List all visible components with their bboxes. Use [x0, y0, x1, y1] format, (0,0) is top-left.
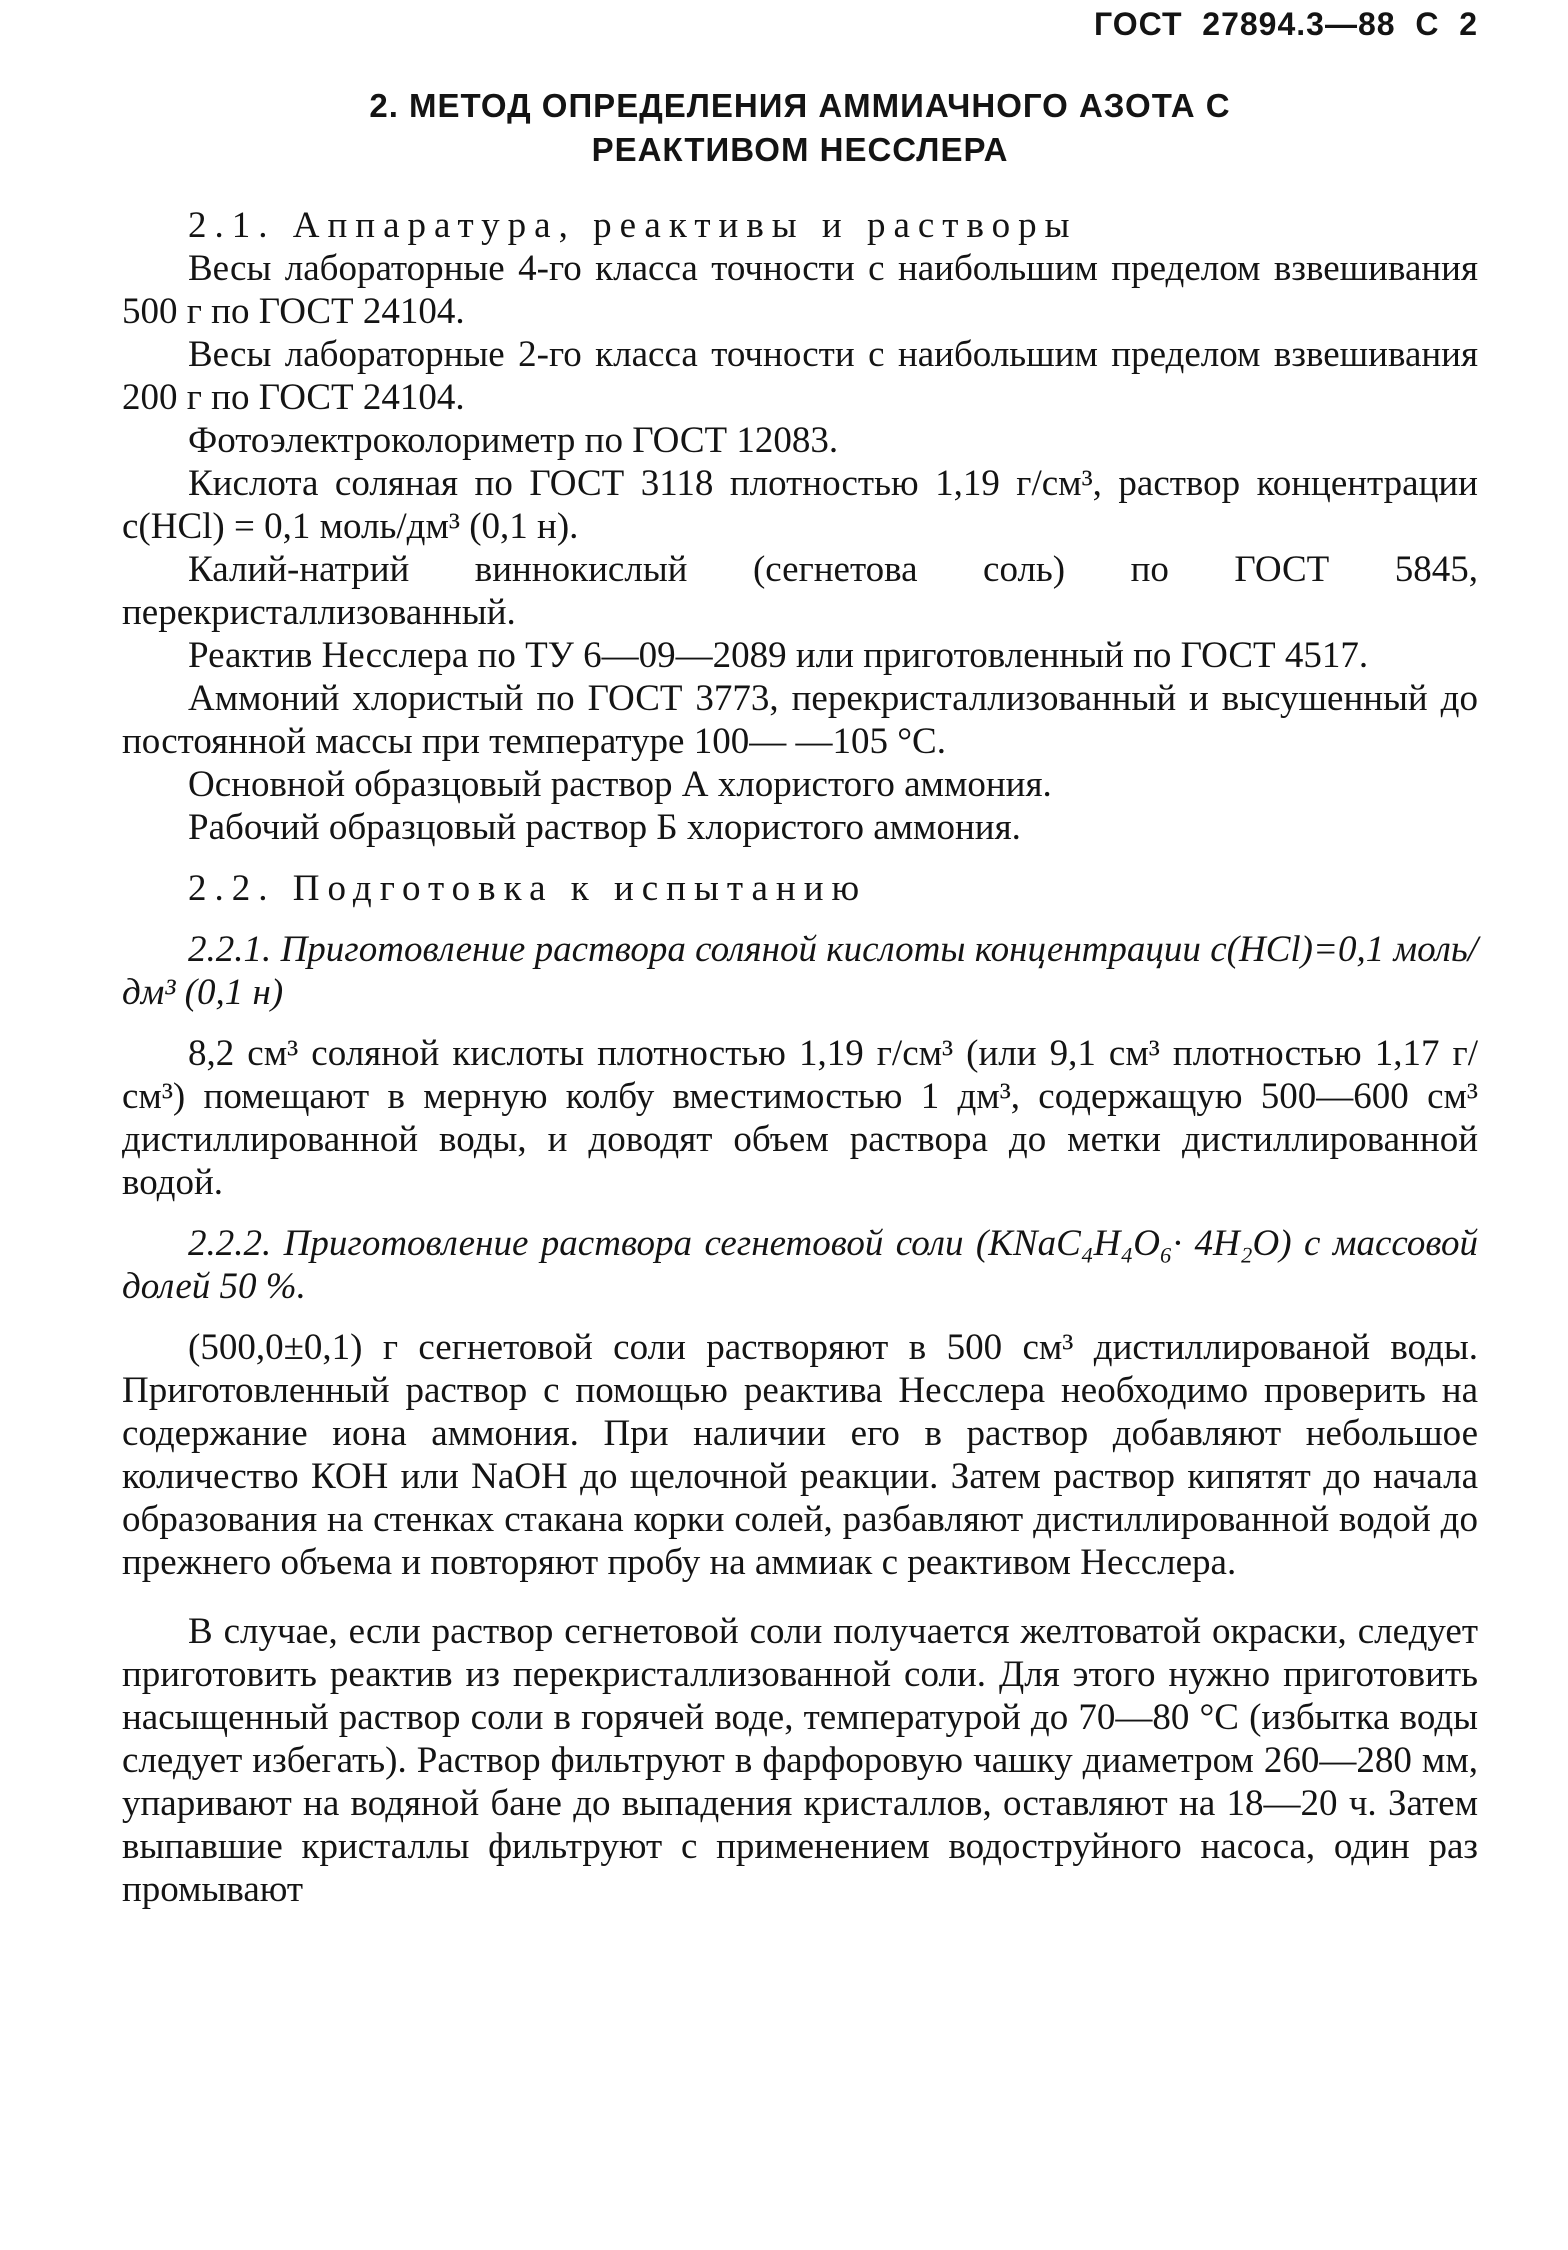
section-title-line-1: 2. МЕТОД ОПРЕДЕЛЕНИЯ АММИАЧНОГО АЗОТА С: [369, 87, 1231, 124]
subsection-heading-2-1: 2.1. Аппаратура, реактивы и растворы: [188, 205, 1078, 246]
subsection-heading-2-2-2: 2.2.2. Приготовление раствора сегнетовой соли (KNaC₄H₄O₆· 4H₂O) с массовой долей 50 %.: [122, 1223, 1478, 1307]
section-title: [122, 84, 1478, 172]
subsection-heading-2-2: 2.2. Подготовка к испытанию: [188, 868, 868, 909]
paragraph: (500,0±0,1) г сегнетовой соли растворяют в 500 см³ дистиллированой воды. Приготовленный раствор с помощью реактива Несслера необходимо проверить на содержание иона аммония. При наличии его в раствор добавляют небольшое количество КОН или NaOH до щелочной реакции. Затем раствор кипятят до начала образования на стенках стакана корки солей, разбавляют дистиллированной водой до прежнего объема и повторяют пробу на аммиак с реактивом Несслера.: [122, 1327, 1478, 1583]
paragraph: Рабочий образцовый раствор Б хлористого аммония.: [188, 807, 1021, 848]
paragraph: Калий-натрий виннокислый (сегнетова соль) по ГОСТ 5845, перекристаллизованный.: [122, 549, 1478, 633]
paragraph: Кислота соляная по ГОСТ 3118 плотностью 1,19 г/см³, раствор концентрации c(HCl) = 0,1 моль/дм³ (0,1 н).: [122, 463, 1478, 547]
document-body: [122, 204, 1478, 1911]
running-header: ГОСТ 27894.3—88 С 2: [1094, 6, 1478, 42]
paragraph: 8,2 см³ соляной кислоты плотностью 1,19 г/см³ (или 9,1 см³ плотностью 1,17 г/см³) помещают в мерную колбу вместимостью 1 дм³, содержащую 500—600 см³ дистиллированной воды, и доводят объем раствора до метки дистиллированной водой.: [122, 1033, 1478, 1203]
paragraph: Весы лабораторные 2-го класса точности с наибольшим пределом взвешивания 200 г по ГОСТ 24104.: [122, 334, 1478, 418]
paragraph: Основной образцовый раствор А хлористого аммония.: [188, 764, 1052, 805]
subsection-heading-2-2-1: 2.2.1. Приготовление раствора соляной кислоты концентрации c(HCl)=0,1 моль/дм³ (0,1 н): [122, 929, 1478, 1013]
paragraph: Фотоэлектроколориметр по ГОСТ 12083.: [188, 420, 839, 461]
section-title-line-2: РЕАКТИВОМ НЕССЛЕРА: [591, 131, 1009, 168]
paragraph: Весы лабораторные 4-го класса точности с наибольшим пределом взвешивания 500 г по ГОСТ 24104.: [122, 248, 1478, 332]
paragraph: Реактив Несслера по ТУ 6—09—2089 или приготовленный по ГОСТ 4517.: [188, 635, 1369, 676]
paragraph: В случае, если раствор сегнетовой соли получается желтоватой окраски, следует приготовить реактив из перекристаллизованной соли. Для этого нужно приготовить насыщенный раствор соли в горячей воде, температурой до 70—80 °С (избытка воды следует избегать). Раствор фильтруют в фарфоровую чашку диаметром 260—280 мм, упаривают на водяной бане до выпадения кристаллов, оставляют на 18—20 ч. Затем выпавшие кристаллы фильтруют с применением водоструйного насоса, один раз промывают: [122, 1611, 1478, 1910]
paragraph: Аммоний хлористый по ГОСТ 3773, перекристаллизованный и высушенный до постоянной массы при температуре 100— —105 °С.: [122, 678, 1478, 762]
